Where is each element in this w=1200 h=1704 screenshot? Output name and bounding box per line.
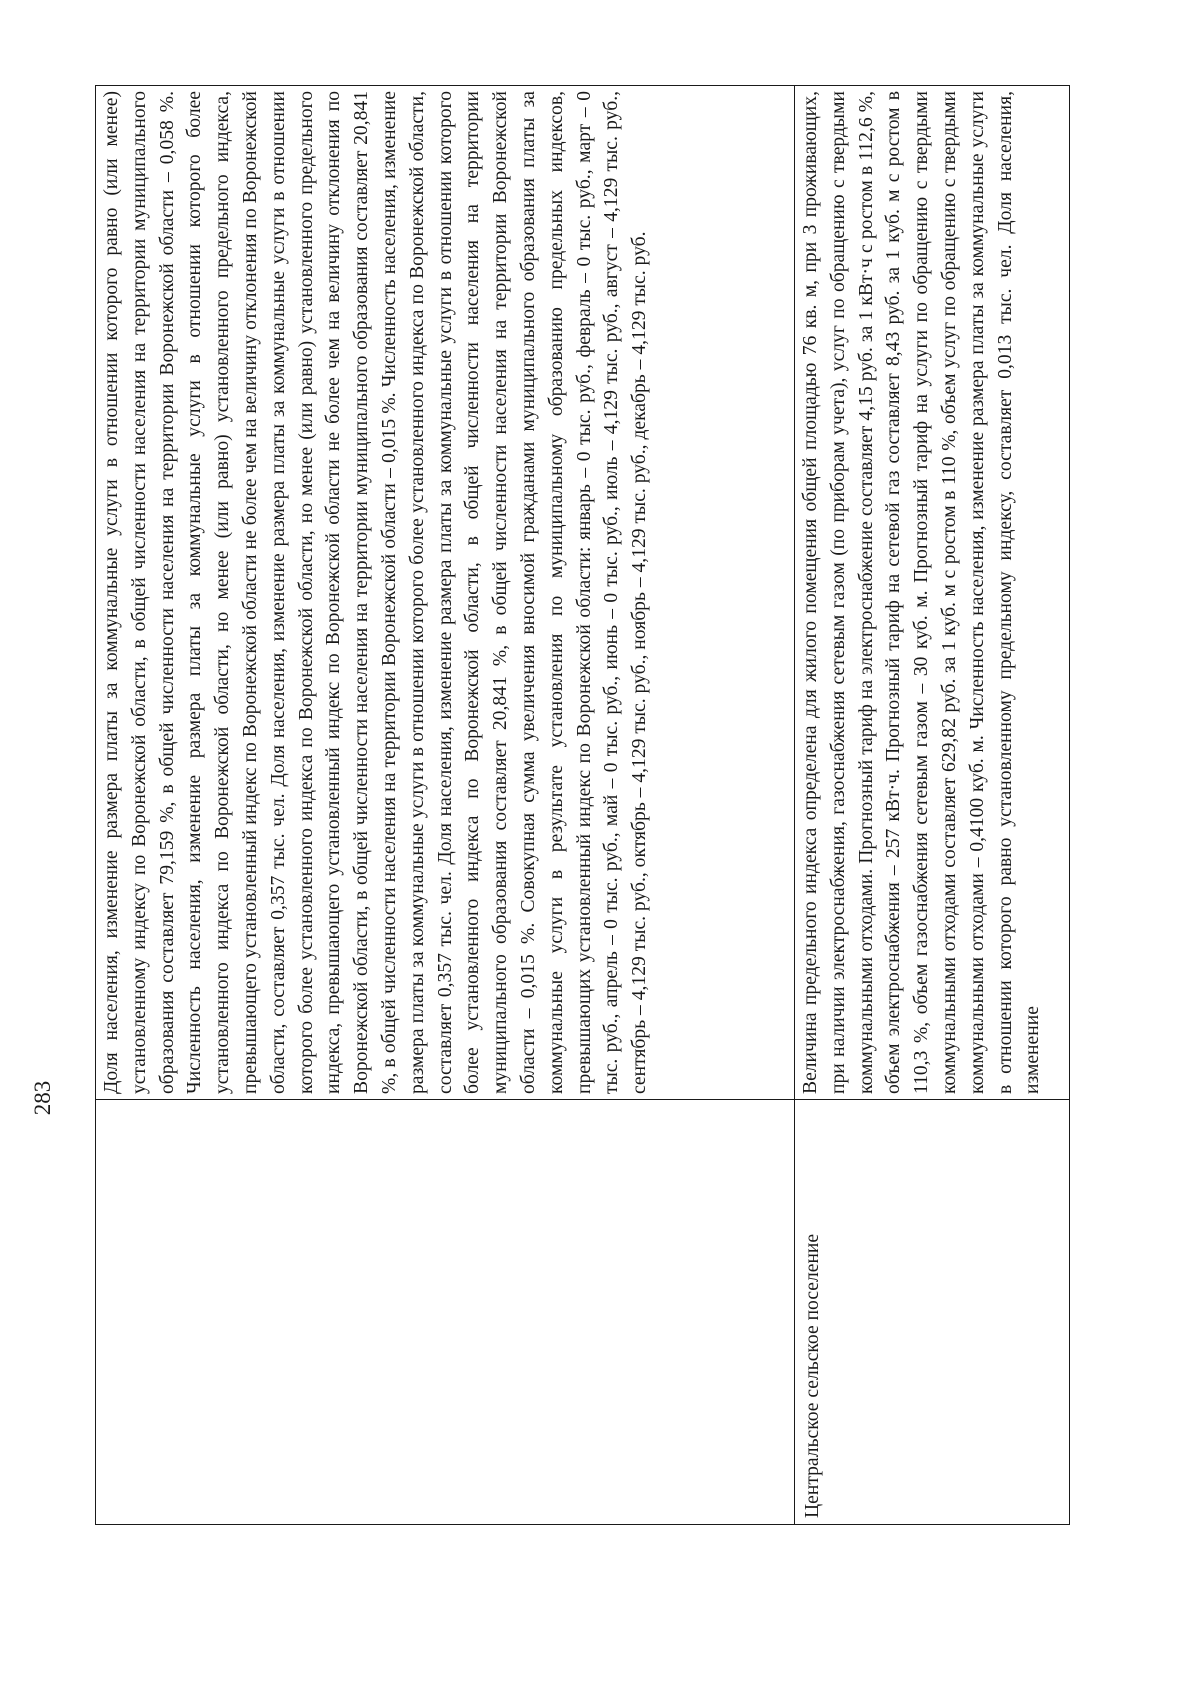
description-cell: Величина предельного индекса определена для жилого помещения общей площадью 76 кв. м, при 3 проживающих, при наличии электроснабжения, газоснабжения сетевым газом (по приборам учета), услуг по обращению с твердыми коммунальными отходами. Прогнозный тариф на электроснабжение составляет 4,15 руб. за 1 кВт·ч с ростом в 112,6 %, объем электроснабжения – 257 кВт·ч. Прогнозный тариф на сетевой газ составляет 8,43 руб. за 1 куб. м с ростом в 110,3 %, объем газоснабжения сетевым газом – 30 куб. м. Прогнозный тариф на услуги по обращению с твердыми коммунальными отходами составляет 629,82 руб. за 1 куб. м с ростом в 110 %, объем услуг по обращению с твердыми коммунальными отходами – 0,4100 куб. м. Численность населения, изменение размера платы за коммунальные услуги в отношении которого равно установленному предельному индексу, составляет 0,013 тыс. чел. Доля населения, изменение (800, 91, 1044, 1094)
description-cell: Доля населения, изменение размера платы за коммунальные услуги в отношении которого равно (или менее) установленному индексу по Воронежской области, в общей численности населения на территории муниципального образования составляет 79,159 %, в общей численности населения на территории Воронежской области – 0,058 %. Численность населения, изменение размера платы за коммунальные услуги в отношении которого более установленного индекса по Воронежской области, но менее (или равно) установленного предельного индекса, превышающего установленный индекс по Воронежской области не более чем на величину отклонения по Воронежской области, составляет 0,357 тыс. чел. Доля населения, изменение размера платы за коммунальные услуги в отношении которого более установленного индекса по Воронежской области, но менее (или равно) установленного предельного индекса, превышающего установленный индекс по Воронежской области не более чем на величину отклонения по Воронежской области, в общей численности населения на территории муниципального образования составляет 20,841 %, в общей численности населения на территории Воронежской области – 0,015 %. Численность населения, изменение размера платы за коммунальные услуги в отношении которого более установленного индекса по Воронежской области, составляет 0,357 тыс. чел. Доля населения, изменение размера платы за коммунальные услуги в отношении которого более установленного индекса по Воронежской области, в общей численности населения на территории муниципального образования составляет 20,841 %, в общей численности населения на территории Воронежской области – 0,015 %. Совокупная сумма увеличения вносимой гражданами муниципального образования платы за коммунальные услуги в результате установления по муниципальному образованию предельных индексов, превышающих установленный индекс по Воронежской области: январь – 0 тыс. руб., февраль – 0 тыс. руб., март – 0 тыс. руб., апрель – 0 тыс. руб., май – 0 тыс. руб., июнь – 0 тыс. руб., июль – 4,129 тыс. руб., август – 4,129 тыс. руб., сентябрь – 4,129 тыс. руб., октябрь – 4,129 тыс. руб., ноябрь – 4,129 тыс. руб., декабрь – 4,129 тыс. руб. (101, 91, 651, 1094)
settlement-name-cell (96, 1099, 794, 1524)
table-row (95, 85, 795, 1525)
page-number: 283 (30, 1080, 55, 1116)
tariff-table (95, 85, 1070, 1525)
table-row (795, 85, 1070, 1525)
settlement-name-cell: Центральское сельское поселение (795, 1099, 1069, 1524)
